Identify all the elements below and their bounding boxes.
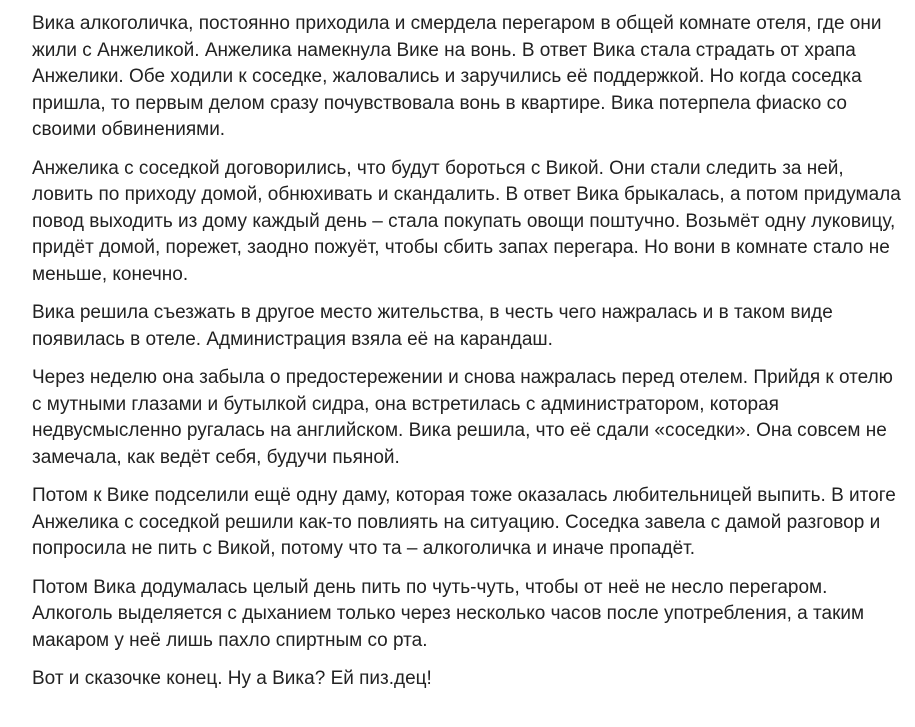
paragraph-1: Вика алкоголичка, постоянно приходила и смердела перегаром в общей комнате отеля, где они жили с Анжеликой. Анжелика намекнула Вике на вонь. В ответ Вика стала страдать от храпа Анжелики. Обе ходили к соседке, жаловались и заручились её поддержкой. Но когда соседка пришла, то первым делом сразу почувствовала вонь в квартире. Вика потерпела фиаско со своими обвинениями. [32, 13, 882, 140]
paragraph-2: Анжелика с соседкой договорились, что будут бороться с Викой. Они стали следить за ней, ловить по приходу домой, обнюхивать и скандалить. В ответ Вика брыкалась, а потом придумала повод выходить из дому каждый день – стала покупать овощи поштучно. Возьмёт одну луковицу, придёт домой, порежет, заодно пожуёт, чтобы сбить запах перегара. Но вони в комнате стало не меньше, конечно. [32, 157, 901, 285]
paragraph-6: Потом Вика додумалась целый день пить по чуть-чуть, чтобы от неё не несло перегаром. Алкоголь выделяется с дыханием только через несколько часов после употребления, а таким макаром у неё лишь пахло спиртным со рта. [32, 576, 865, 651]
paragraph-5: Потом к Вике подселили ещё одну даму, которая тоже оказалась любительницей выпить. В итоге Анжелика с соседкой решили как-то повлиять на ситуацию. Соседка завела с дамой разговор и попросила не пить с Викой, потому что та – алкоголичка и иначе пропадёт. [32, 485, 896, 559]
paragraph-7: Вот и сказочке конец. Ну а Вика? Ей пиз.дец! [32, 668, 432, 689]
paragraph-3: Вика решила съезжать в другое место жительства, в честь чего нажралась и в таком виде появилась в отеле. Администрация взяла её на карандаш. [32, 302, 833, 350]
paragraph-4: Через неделю она забыла о предостережении и снова нажралась перед отелем. Прийдя к отелю с мутными глазами и бутылкой сидра, она встретилась с администратором, которая недвусмысленно ругалась на английском. Вика решила, что её сдали «соседки». Она совсем не замечала, как ведёт себя, будучи пьяной. [32, 367, 893, 468]
